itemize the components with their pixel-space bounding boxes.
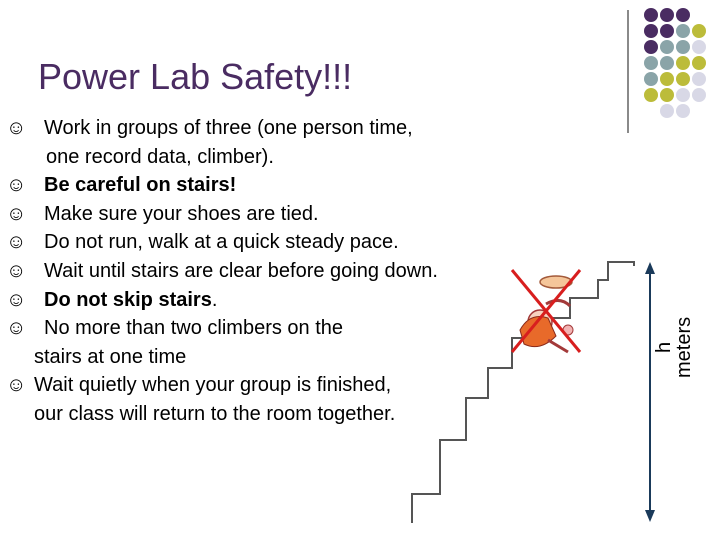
smiley-bullet-icon: ☺ xyxy=(6,374,27,397)
bullet-item xyxy=(0,314,530,343)
dot xyxy=(644,24,658,38)
bullet-item xyxy=(0,286,530,315)
smiley-bullet-icon: ☺ xyxy=(6,231,27,254)
decorative-dot-grid xyxy=(640,8,720,118)
dot xyxy=(644,56,658,70)
dot xyxy=(676,56,690,70)
smiley-bullet-icon: ☺ xyxy=(6,202,27,225)
dot xyxy=(644,72,658,86)
dot xyxy=(676,24,690,38)
height-arrow xyxy=(645,262,655,522)
bullet-text: Do not run, walk at a quick steady pace. xyxy=(44,231,399,254)
dot xyxy=(644,88,658,102)
bullet-text-bold: Do not skip stairs xyxy=(44,288,212,311)
smiley-bullet-icon: ☺ xyxy=(6,259,27,282)
bullet-text-period: . xyxy=(211,288,218,311)
dot xyxy=(660,8,674,22)
slide-title: Power Lab Safety!!! xyxy=(38,56,353,97)
dot xyxy=(676,8,690,22)
smiley-bullet-icon: ☺ xyxy=(6,174,27,197)
bullet-continuation: our class will return to the room together. xyxy=(34,402,396,425)
decorative-vertical-line xyxy=(627,10,629,133)
bullet-item xyxy=(0,257,530,286)
dot xyxy=(644,40,658,54)
bullet-item xyxy=(0,171,530,200)
height-label-meters: meters xyxy=(673,316,695,378)
safety-rules-list xyxy=(0,114,530,429)
dot xyxy=(692,40,706,54)
dot xyxy=(660,88,674,102)
smiley-bullet-icon: ☺ xyxy=(6,317,27,340)
dot xyxy=(660,72,674,86)
bullet-item xyxy=(0,228,530,257)
dot xyxy=(660,40,674,54)
bullet-continuation: one record data, climber). xyxy=(46,145,274,168)
dot xyxy=(676,104,690,118)
smiley-bullet-icon: ☺ xyxy=(6,117,27,139)
dot xyxy=(660,24,674,38)
height-label xyxy=(654,317,694,378)
height-label-h: h xyxy=(653,341,675,353)
bullet-text: Make sure your shoes are tied. xyxy=(44,202,319,225)
smiley-bullet-icon: ☺ xyxy=(6,288,27,311)
dot xyxy=(692,24,706,38)
dot xyxy=(692,88,706,102)
bullet-item xyxy=(0,200,530,229)
bullet-text: Be careful on stairs! xyxy=(44,174,237,197)
bullet-item xyxy=(0,371,530,400)
dot xyxy=(676,88,690,102)
dot xyxy=(692,72,706,86)
dot xyxy=(676,72,690,86)
bullet-text: Work in groups of three (one person time, xyxy=(44,117,413,139)
dot xyxy=(644,8,658,22)
bullet-text: No more than two climbers on the xyxy=(44,317,344,340)
dot xyxy=(676,40,690,54)
bullet-item xyxy=(0,114,530,143)
dot xyxy=(692,56,706,70)
bullet-text: Wait until stairs are clear before going down. xyxy=(44,259,438,282)
bullet-text: Wait quietly when your group is finished, xyxy=(34,374,392,397)
dot xyxy=(660,104,674,118)
bullet-continuation: stairs at one time xyxy=(34,345,187,368)
dot xyxy=(660,56,674,70)
